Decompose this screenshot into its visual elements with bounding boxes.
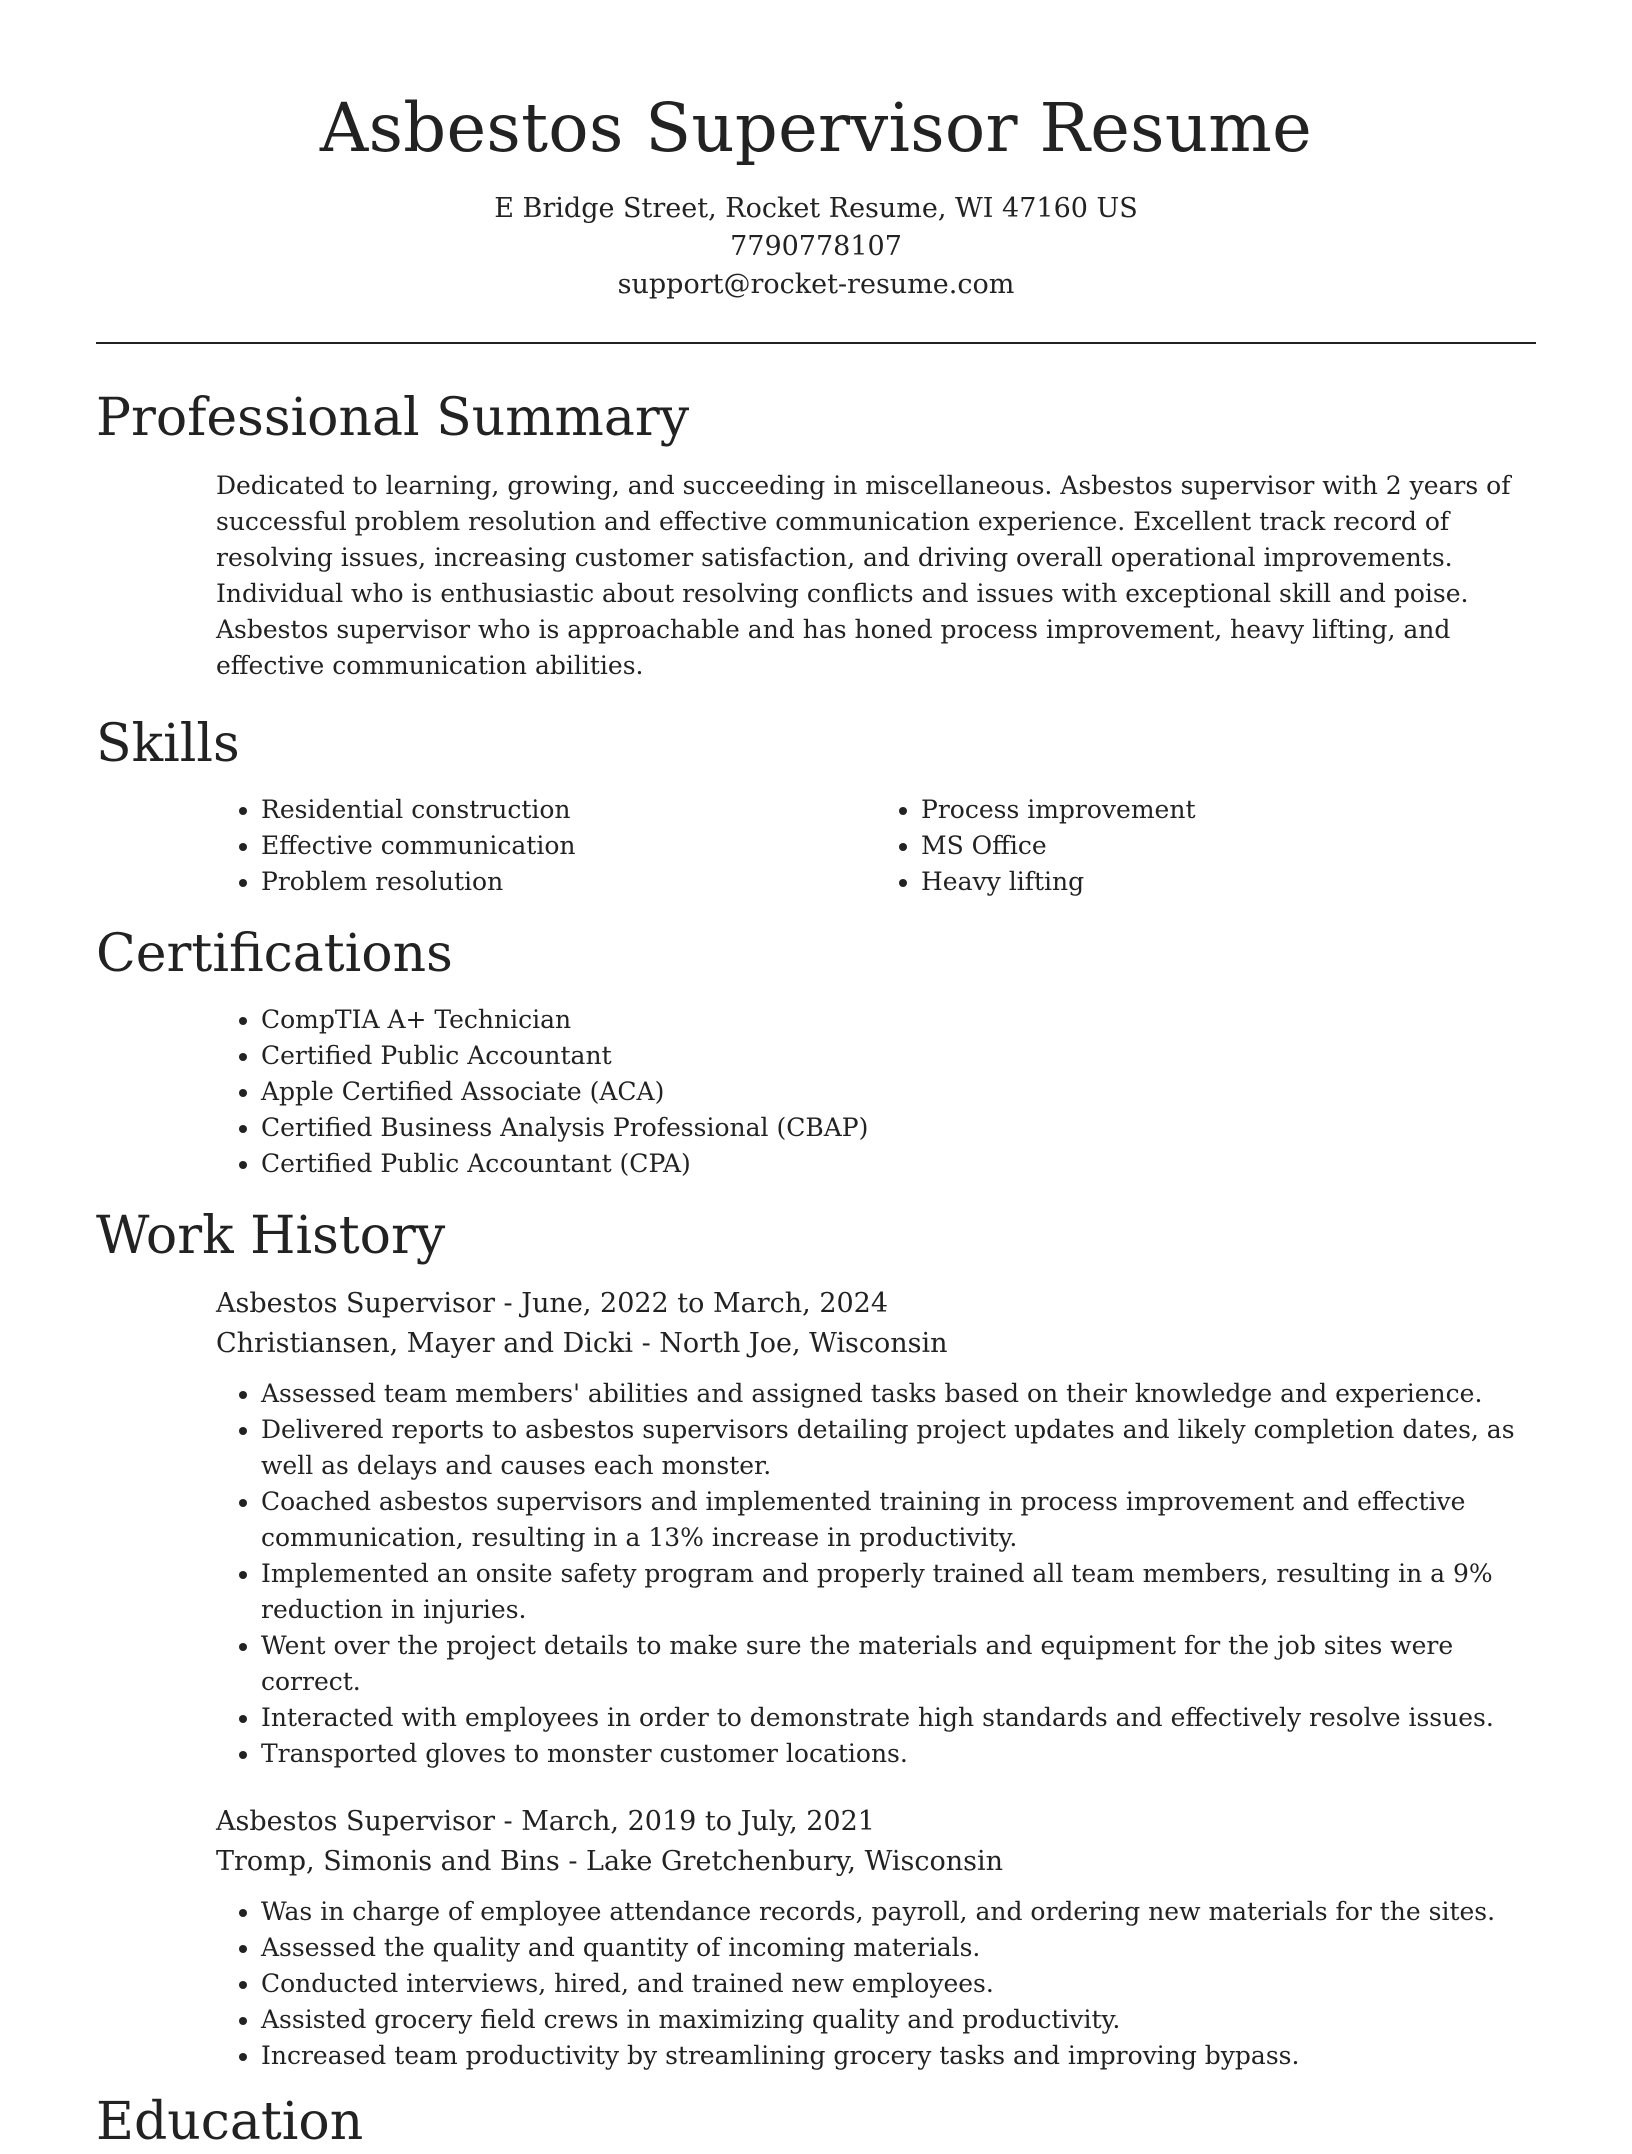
job-bullet: • Interacted with employees in order to demonstrate high standards and effectively resolve issues. (261, 1700, 1536, 1736)
skill-item: • Residential construction (261, 792, 876, 828)
job-bullets (216, 1894, 1536, 2074)
skill-item: • MS Office (921, 828, 1536, 864)
certification-item: • Apple Certified Associate (ACA) (261, 1074, 1536, 1110)
job-bullet: • Assessed the quality and quantity of incoming materials. (261, 1930, 1536, 1966)
summary-section (96, 386, 1536, 684)
education-heading: Education (96, 2092, 364, 2152)
certification-item: • Certified Public Accountant (261, 1038, 1536, 1074)
job-bullet: • Transported gloves to monster customer locations. (261, 1736, 1536, 1772)
summary-text: Dedicated to learning, growing, and succeeding in miscellaneous. Asbestos supervisor with 2 years of successful problem resolution and effective communication experience. Excellent track record of resolving issues, increasing customer satisfaction, and driving overall operational improvements. Individual who is enthusiastic about resolving conflicts and issues with exceptional skill and poise. Asbestos supervisor who is approachable and has honed process improvement, heavy lifting, and effective communication abilities. (216, 471, 1511, 680)
contact-email: support@rocket-resume.com (617, 269, 1015, 300)
skills-left-list (216, 792, 876, 900)
work-history-heading: Work History (96, 1206, 446, 1266)
job-bullet: • Was in charge of employee attendance records, payroll, and ordering new materials for the sites. (261, 1894, 1536, 1930)
skill-item: • Heavy lifting (921, 864, 1536, 900)
job-bullet: • Assisted grocery field crews in maximizing quality and productivity. (261, 2002, 1536, 2038)
certifications-list (216, 1002, 1536, 1182)
job-bullet: • Coached asbestos supervisors and implemented training in process improvement and effective communication, resulting in a 13% increase in productivity. (261, 1484, 1536, 1556)
certification-item: • CompTIA A+ Technician (261, 1002, 1536, 1038)
job-bullets (216, 1376, 1536, 1772)
job-entry (216, 1802, 1536, 2074)
job-bullet: • Went over the project details to make sure the materials and equipment for the job sites were correct. (261, 1628, 1536, 1700)
job-bullet: • Implemented an onsite safety program and properly trained all team members, resulting in a 9% reduction in injuries. (261, 1556, 1536, 1628)
job-title-line: Asbestos Supervisor - June, 2022 to March, 2024 (216, 1288, 889, 1319)
contact-phone: 7790778107 (730, 231, 902, 262)
job-title-line: Asbestos Supervisor - March, 2019 to July, 2021 (216, 1806, 875, 1837)
skills-grid (216, 792, 1536, 900)
skills-right-list (876, 792, 1536, 900)
job-bullet: • Assessed team members' abilities and assigned tasks based on their knowledge and experience. (261, 1376, 1536, 1412)
job-bullet: • Increased team productivity by streamlining grocery tasks and improving bypass. (261, 2038, 1536, 2074)
header-divider (96, 342, 1536, 344)
skill-item: • Problem resolution (261, 864, 876, 900)
contact-block (96, 190, 1536, 304)
job-bullet: • Delivered reports to asbestos supervisors detailing project updates and likely completion dates, as well as delays and causes each monster. (261, 1412, 1536, 1484)
skill-item: • Process improvement (921, 792, 1536, 828)
summary-heading: Professional Summary (96, 388, 690, 448)
skill-item: • Effective communication (261, 828, 876, 864)
certifications-heading: Certifications (96, 924, 453, 984)
contact-address: E Bridge Street, Rocket Resume, WI 47160 US (494, 193, 1138, 224)
job-bullet: • Conducted interviews, hired, and trained new employees. (261, 1966, 1536, 2002)
work-history-section (96, 1204, 1536, 2074)
education-section (96, 2090, 1536, 2154)
resume-title: Asbestos Supervisor Resume (319, 89, 1313, 167)
certification-item: • Certified Business Analysis Professional (CBAP) (261, 1110, 1536, 1146)
job-company-line: Tromp, Simonis and Bins - Lake Gretchenbury, Wisconsin (216, 1846, 1003, 1877)
resume-header (96, 0, 1536, 344)
certifications-section (96, 922, 1536, 1182)
job-company-line: Christiansen, Mayer and Dicki - North Joe, Wisconsin (216, 1328, 948, 1359)
skills-section (96, 712, 1536, 900)
skills-heading: Skills (96, 714, 240, 774)
job-entry (216, 1284, 1536, 1772)
certification-item: • Certified Public Accountant (CPA) (261, 1146, 1536, 1182)
